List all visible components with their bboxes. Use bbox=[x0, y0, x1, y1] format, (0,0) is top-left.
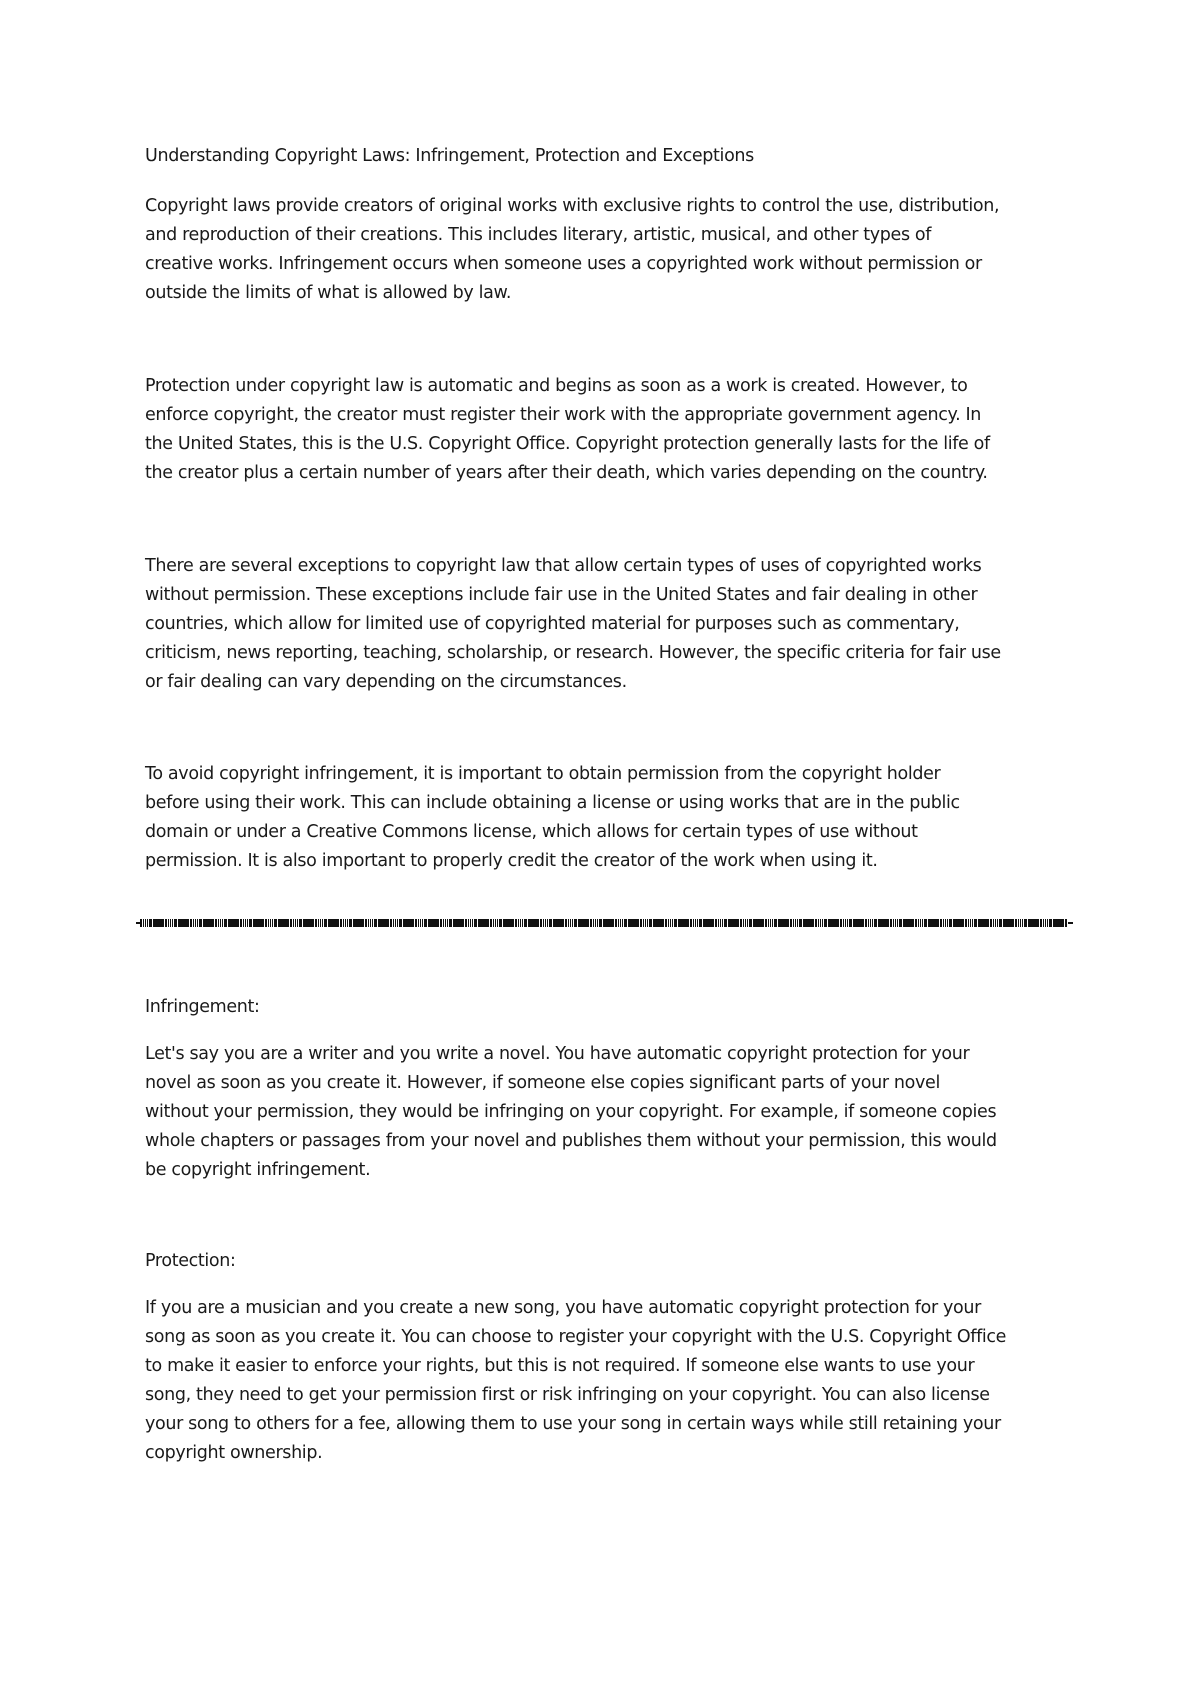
document-title: Understanding Copyright Laws: Infringement, Protection and Exceptions bbox=[145, 146, 754, 166]
text-line: the United States, this is the U.S. Copyright Office. Copyright protection generally lasts for the life of bbox=[145, 434, 990, 454]
text-line: outside the limits of what is allowed by law. bbox=[145, 283, 512, 303]
text-line: to make it easier to enforce your rights, but this is not required. If someone else wants to use your bbox=[145, 1356, 975, 1376]
text-line: Let's say you are a writer and you write a novel. You have automatic copyright protection for your bbox=[145, 1044, 970, 1064]
text-line: Copyright laws provide creators of original works with exclusive rights to control the use, distribution, bbox=[145, 196, 1000, 216]
text-line: your song to others for a fee, allowing them to use your song in certain ways while still retaining your bbox=[145, 1414, 1001, 1434]
text-line: There are several exceptions to copyright law that allow certain types of uses of copyrighted works bbox=[145, 556, 982, 576]
text-line: be copyright infringement. bbox=[145, 1160, 371, 1180]
text-line: enforce copyright, the creator must register their work with the appropriate government agency. In bbox=[145, 405, 982, 425]
text-line: without permission. These exceptions include fair use in the United States and fair dealing in other bbox=[145, 585, 978, 605]
paragraph-protection bbox=[145, 372, 1080, 488]
paragraph-exceptions bbox=[145, 552, 1080, 697]
text-line: criticism, news reporting, teaching, scholarship, or research. However, the specific criteria for fair use bbox=[145, 643, 1001, 663]
text-line: song as soon as you create it. You can choose to register your copyright with the U.S. Copyright Office bbox=[145, 1327, 1007, 1347]
text-line: countries, which allow for limited use of copyrighted material for purposes such as commentary, bbox=[145, 614, 960, 634]
text-line: To avoid copyright infringement, it is important to obtain permission from the copyright holder bbox=[145, 764, 941, 784]
text-line: If you are a musician and you create a new song, you have automatic copyright protection for your bbox=[145, 1298, 981, 1318]
paragraph-avoid-infringement bbox=[145, 760, 1080, 876]
text-line: or fair dealing can vary depending on the circumstances. bbox=[145, 672, 627, 692]
text-line: and reproduction of their creations. This includes literary, artistic, musical, and other types of bbox=[145, 225, 932, 245]
section-divider bbox=[140, 919, 1067, 927]
section-heading-protection: Protection: bbox=[145, 1251, 236, 1271]
text-line: Protection under copyright law is automatic and begins as soon as a work is created. However, to bbox=[145, 376, 968, 396]
text-line: domain or under a Creative Commons license, which allows for certain types of use without bbox=[145, 822, 918, 842]
text-line: permission. It is also important to properly credit the creator of the work when using it. bbox=[145, 851, 878, 871]
text-line: copyright ownership. bbox=[145, 1443, 323, 1463]
text-line: the creator plus a certain number of years after their death, which varies depending on the country. bbox=[145, 463, 988, 483]
section-body-infringement bbox=[145, 1040, 1080, 1185]
section-heading-infringement: Infringement: bbox=[145, 997, 260, 1017]
text-line: creative works. Infringement occurs when someone uses a copyrighted work without permission or bbox=[145, 254, 982, 274]
text-line: whole chapters or passages from your novel and publishes them without your permission, this would bbox=[145, 1131, 997, 1151]
paragraph-copyright-intro bbox=[145, 192, 1080, 308]
text-line: song, they need to get your permission first or risk infringing on your copyright. You can also license bbox=[145, 1385, 990, 1405]
text-line: before using their work. This can include obtaining a license or using works that are in the public bbox=[145, 793, 960, 813]
text-line: without your permission, they would be infringing on your copyright. For example, if someone copies bbox=[145, 1102, 997, 1122]
section-body-protection bbox=[145, 1294, 1080, 1468]
text-line: novel as soon as you create it. However, if someone else copies significant parts of your novel bbox=[145, 1073, 940, 1093]
